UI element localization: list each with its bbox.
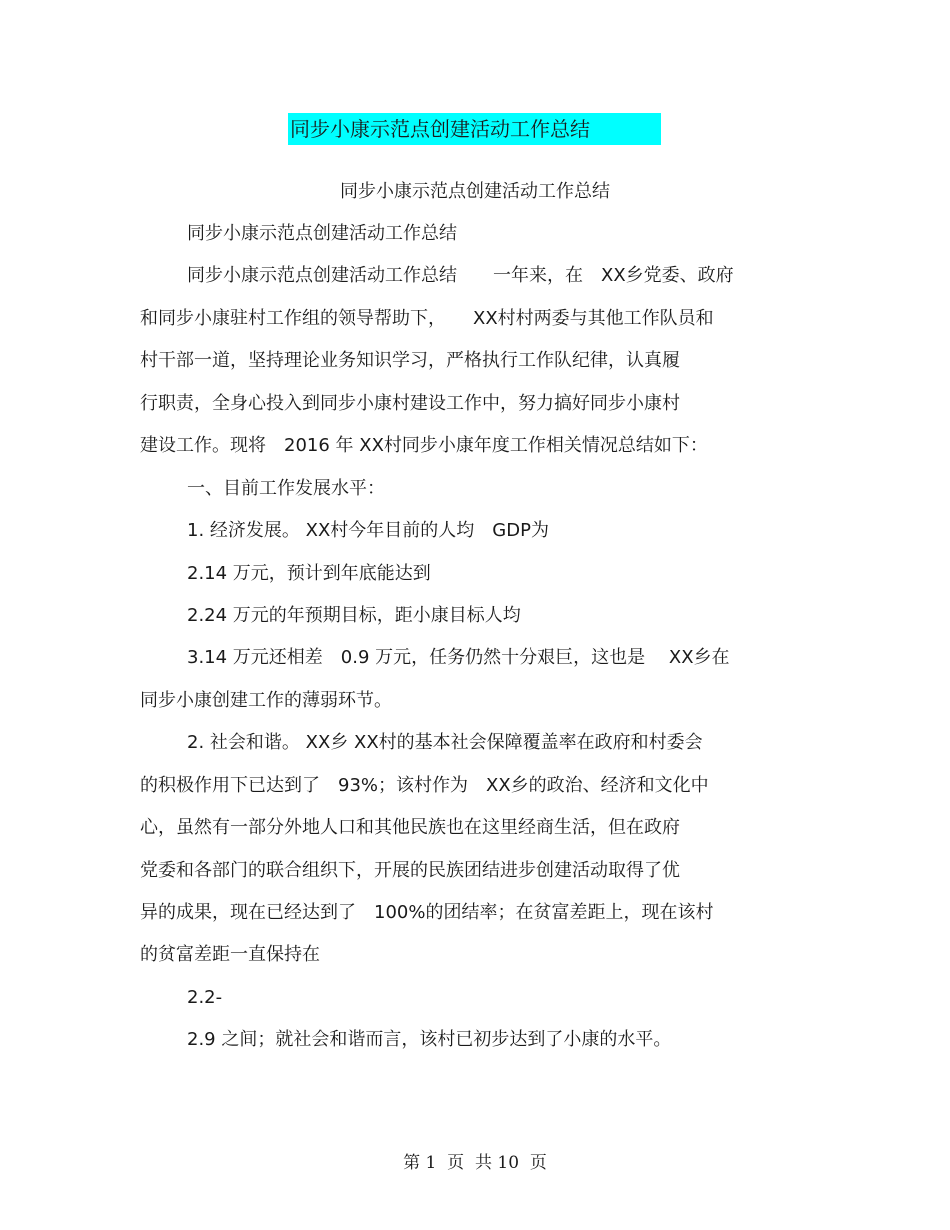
body-line: 异的成果，现在已经达到了 100%的团结率；在贫富差距上，现在该村	[140, 902, 714, 923]
document-subtitle: 同步小康示范点创建活动工作总结	[340, 181, 610, 202]
body-line: 的积极作用下已达到了 93%；该村作为 XX乡的政治、经济和文化中	[140, 775, 709, 796]
document-title: 同步小康示范点创建活动工作总结	[290, 117, 590, 141]
page-footer: 第 1 页 共 10 页	[403, 1153, 547, 1173]
body-line: 同步小康示范点创建活动工作总结 一年来，在 XX乡党委、政府	[187, 265, 734, 286]
body-line: 和同步小康驻村工作组的领导帮助下， XX村村两委与其他工作队员和	[140, 308, 714, 329]
body-line: 2.24 万元的年预期目标，距小康目标人均	[187, 605, 521, 626]
body-line: 村干部一道，坚持理论业务知识学习，严格执行工作队纪律，认真履	[140, 350, 680, 371]
body-line: 建设工作。现将 2016 年 XX村同步小康年度工作相关情况总结如下：	[140, 435, 708, 456]
body-line: 同步小康创建工作的薄弱环节。	[140, 690, 392, 711]
body-line: 的贫富差距一直保持在	[140, 944, 320, 965]
body-line: 2. 社会和谐。 XX乡 XX村的基本社会保障覆盖率在政府和村委会	[187, 732, 703, 753]
body-line: 2.2-	[187, 987, 223, 1008]
body-line: 2.14 万元，预计到年底能达到	[187, 563, 431, 584]
body-line: 心，虽然有一部分外地人口和其他民族也在这里经商生活，但在政府	[140, 817, 680, 838]
body-line: 党委和各部门的联合组织下，开展的民族团结进步创建活动取得了优	[140, 860, 680, 881]
body-line: 2.9 之间；就社会和谐而言，该村已初步达到了小康的水平。	[187, 1029, 672, 1050]
body-line: 行职责，全身心投入到同步小康村建设工作中，努力搞好同步小康村	[140, 393, 680, 414]
body-line: 1. 经济发展。 XX村今年目前的人均 GDP为	[187, 520, 549, 541]
body-line: 同步小康示范点创建活动工作总结	[187, 223, 457, 244]
body-line: 3.14 万元还相差 0.9 万元，任务仍然十分艰巨，这也是 XX乡在	[187, 647, 730, 668]
section-heading: 一、目前工作发展水平：	[187, 478, 385, 499]
